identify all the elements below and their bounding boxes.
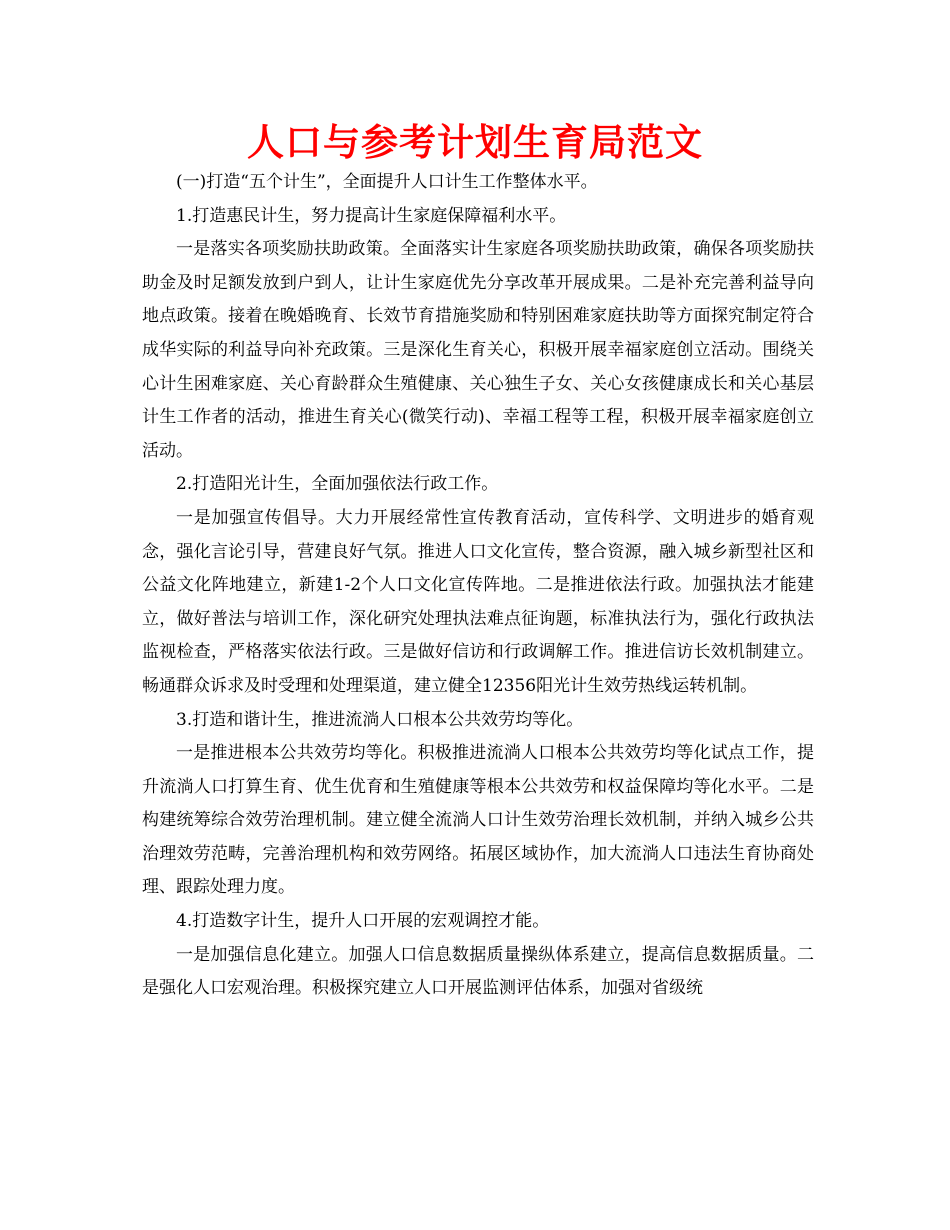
paragraph: 4.打造数字计生，提升人口开展的宏观调控才能。 [176,911,550,932]
page-title: 人口与参考计划生育局范文 [247,121,703,164]
paragraph: (一)打造“五个计生”，全面提升人口计生工作整体水平。 [176,172,598,192]
paragraph: 2.打造阳光计生，全面加强依法行政工作。 [176,474,499,495]
paragraph: 一是加强宣传倡导。大力开展经常性宣传教育活动，宣传科学、文明进步的婚育观念，强化言论引导，营建良好气氛。推进人口文化宣传，整合资源，融入城乡新型社区和公益文化阵地建立，新建1-2个人口文化宣传阵地。二是推进依法行政。加强执法才能建立，做好普法与培训工作，深化研究处理执法难点征询题，标准执法行为，强化行政执法监视检查，严格落实依法行政。三是做好信访和行政调解工作。推进信访长效机制建立。畅通群众诉求及时受理和处理渠道，建立健全12356阳光计生效劳热线运转机制。 [142,507,814,696]
paragraph: 一是加强信息化建立。加强人口信息数据质量操纵体系建立，提高信息数据质量。二是强化人口宏观治理。积极探究建立人口开展监测评估体系，加强对省级统 [142,944,814,999]
document-body [142,166,814,1006]
paragraph: 3.打造和谐计生，推进流淌人口根本公共效劳均等化。 [176,709,584,730]
paragraph: 一是落实各项奖励扶助政策。全面落实计生家庭各项奖励扶助政策，确保各项奖励扶助金及时足额发放到户到人，让计生家庭优先分享改革开展成果。二是补充完善利益导向地点政策。接着在晚婚晚育、长效节育措施奖励和特别困难家庭扶助等方面探究制定符合成华实际的利益导向补充政策。三是深化生育关心，积极开展幸福家庭创立活动。围绕关心计生困难家庭、关心育龄群众生殖健康、关心独生子女、关心女孩健康成长和关心基层计生工作者的活动，推进生育关心(微笑行动)、幸福工程等工程，积极开展幸福家庭创立活动。 [142,239,814,461]
paragraph: 1.打造惠民计生，努力提高计生家庭保障福利水平。 [176,205,567,226]
paragraph: 一是推进根本公共效劳均等化。积极推进流淌人口根本公共效劳均等化试点工作，提升流淌人口打算生育、优生优育和生殖健康等根本公共效劳和权益保障均等化水平。二是构建统筹综合效劳治理机制。建立健全流淌人口计生效劳治理长效机制，并纳入城乡公共治理效劳范畴，完善治理机构和效劳网络。拓展区域协作，加大流淌人口违法生育协商处理、跟踪处理力度。 [142,743,814,898]
